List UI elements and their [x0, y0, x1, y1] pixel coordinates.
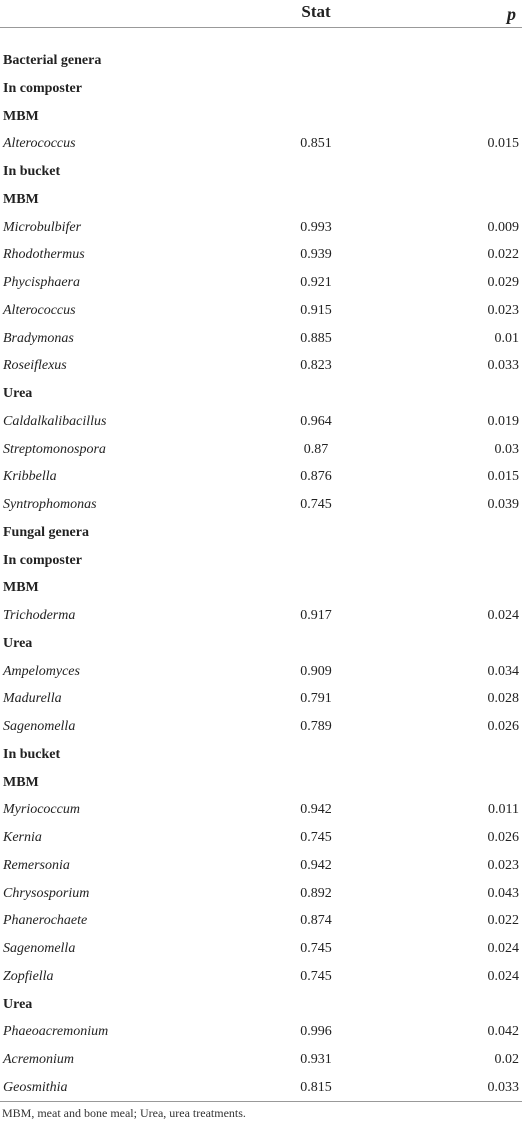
table-row [0, 436, 522, 464]
row-stat: 0.851 [300, 136, 332, 152]
row-stat: 0.745 [300, 941, 332, 956]
section-row [0, 769, 522, 797]
row-label: Caldalkalibacillus [3, 413, 107, 429]
row-p: 0.015 [487, 136, 519, 152]
table-row [0, 269, 522, 297]
section-row [0, 158, 522, 186]
row-stat: 0.939 [300, 247, 332, 263]
row-label: Bacterial genera [3, 53, 102, 68]
row-label: Acremonium [3, 1052, 75, 1067]
row-stat: 0.915 [300, 302, 332, 318]
table-row [0, 241, 522, 269]
section-row [0, 630, 522, 658]
table-row [0, 214, 522, 242]
table-row [0, 713, 522, 741]
row-label: Alterococcus [3, 136, 76, 152]
row-label: Chrysosporium [3, 885, 90, 901]
row-label: Sagenomella [3, 719, 76, 734]
row-p: 0.015 [487, 469, 519, 485]
row-label: Urea [3, 386, 33, 401]
row-label: Phaeoacremonium [3, 1024, 109, 1040]
table-row [0, 352, 522, 380]
row-p: 0.03 [494, 441, 519, 457]
row-p: 0.022 [487, 247, 519, 263]
row-p: 0.033 [487, 1079, 519, 1095]
row-label: Madurella [3, 691, 62, 707]
table-row [0, 852, 522, 880]
section-row [0, 991, 522, 1019]
row-label: Ampelomyces [3, 663, 80, 679]
table-row [0, 963, 522, 991]
table-row [0, 408, 522, 436]
row-p: 0.01 [494, 330, 519, 346]
row-label: Geosmithia [3, 1079, 68, 1095]
row-label: Sagenomella [3, 941, 76, 956]
row-label: Trichoderma [3, 608, 76, 623]
section-row [0, 741, 522, 769]
row-p: 0.022 [487, 913, 519, 929]
row-stat: 0.964 [300, 413, 332, 429]
row-p: 0.028 [487, 691, 519, 707]
row-stat: 0.745 [300, 968, 332, 984]
row-p: 0.043 [487, 885, 519, 901]
row-stat: 0.942 [300, 857, 332, 873]
table-row [0, 907, 522, 935]
row-p: 0.024 [487, 968, 519, 984]
row-label: Phycisphaera [3, 275, 80, 290]
row-stat: 0.745 [300, 830, 332, 845]
row-label: Zopfiella [3, 968, 54, 984]
row-label: Remersonia [3, 857, 70, 873]
table-row [0, 880, 522, 908]
row-label: Syntrophomonas [3, 497, 97, 512]
row-stat: 0.789 [300, 719, 332, 734]
table-row [0, 1074, 522, 1102]
footer-rule [0, 1101, 522, 1102]
row-p: 0.034 [487, 663, 519, 679]
row-stat: 0.87 [303, 441, 329, 457]
table-row [0, 685, 522, 713]
row-label: Bradymonas [3, 330, 74, 346]
table-row [0, 130, 522, 158]
row-p: 0.009 [487, 219, 519, 235]
row-label: MBM [3, 774, 39, 790]
row-stat: 0.885 [300, 330, 332, 346]
table-row [0, 297, 522, 325]
row-label: In composter [3, 552, 82, 568]
header-p: p [507, 4, 516, 24]
row-p: 0.039 [487, 497, 519, 512]
row-p: 0.02 [494, 1052, 519, 1067]
table-row [0, 658, 522, 686]
row-label: Phanerochaete [3, 913, 88, 929]
table-row [0, 1046, 522, 1074]
row-stat: 0.993 [300, 219, 332, 235]
row-p: 0.019 [487, 413, 519, 429]
table-row [0, 824, 522, 852]
row-stat: 0.917 [300, 608, 332, 623]
section-row [0, 547, 522, 575]
table-row [0, 602, 522, 630]
row-p: 0.023 [487, 857, 519, 873]
row-label: Urea [3, 635, 33, 651]
row-stat: 0.892 [300, 885, 332, 901]
row-label: In bucket [3, 746, 61, 762]
table-row [0, 325, 522, 353]
row-stat: 0.996 [300, 1024, 332, 1040]
section-row [0, 75, 522, 103]
row-label: Kernia [3, 830, 42, 845]
section-row [0, 186, 522, 214]
section-row [0, 103, 522, 131]
row-stat: 0.815 [300, 1079, 332, 1095]
table-row [0, 796, 522, 824]
table-footnote: MBM, meat and bone meal; Urea, urea treatments. [2, 1106, 246, 1120]
section-row [0, 47, 522, 75]
row-p: 0.029 [487, 275, 519, 290]
row-p: 0.026 [487, 830, 519, 845]
row-label: Myriococcum [3, 802, 80, 818]
row-stat: 0.823 [300, 358, 332, 374]
row-label: In bucket [3, 164, 61, 179]
row-stat: 0.909 [300, 663, 332, 679]
table-row [0, 935, 522, 963]
row-stat: 0.745 [300, 497, 332, 512]
row-stat: 0.874 [300, 913, 332, 929]
row-label: In composter [3, 80, 82, 96]
row-p: 0.023 [487, 302, 519, 318]
row-label: Roseiflexus [3, 358, 67, 374]
row-p: 0.042 [487, 1024, 519, 1040]
row-stat: 0.921 [300, 275, 332, 290]
row-label: MBM [3, 191, 39, 207]
row-label: MBM [3, 580, 39, 596]
row-label: Microbulbifer [3, 219, 82, 235]
section-row [0, 574, 522, 602]
row-stat: 0.942 [300, 802, 332, 818]
row-label: Fungal genera [3, 524, 89, 540]
row-label: MBM [3, 108, 39, 124]
row-stat: 0.876 [300, 469, 332, 485]
row-p: 0.024 [487, 941, 519, 956]
section-row [0, 519, 522, 547]
row-p: 0.026 [487, 719, 519, 734]
row-p: 0.024 [487, 608, 519, 623]
row-label: Alterococcus [3, 302, 76, 318]
table-header [0, 0, 522, 28]
row-p: 0.011 [488, 802, 519, 818]
table-row [0, 463, 522, 491]
row-label: Kribbella [3, 469, 57, 485]
row-label: Streptomonospora [3, 441, 106, 457]
table-row [0, 491, 522, 519]
row-label: Urea [3, 996, 33, 1012]
table-row [0, 1018, 522, 1046]
row-stat: 0.931 [300, 1052, 332, 1067]
section-row [0, 380, 522, 408]
row-stat: 0.791 [300, 691, 332, 707]
row-label: Rhodothermus [3, 247, 85, 263]
row-p: 0.033 [487, 358, 519, 374]
header-stat: Stat [301, 2, 331, 21]
table-body [0, 47, 522, 1102]
